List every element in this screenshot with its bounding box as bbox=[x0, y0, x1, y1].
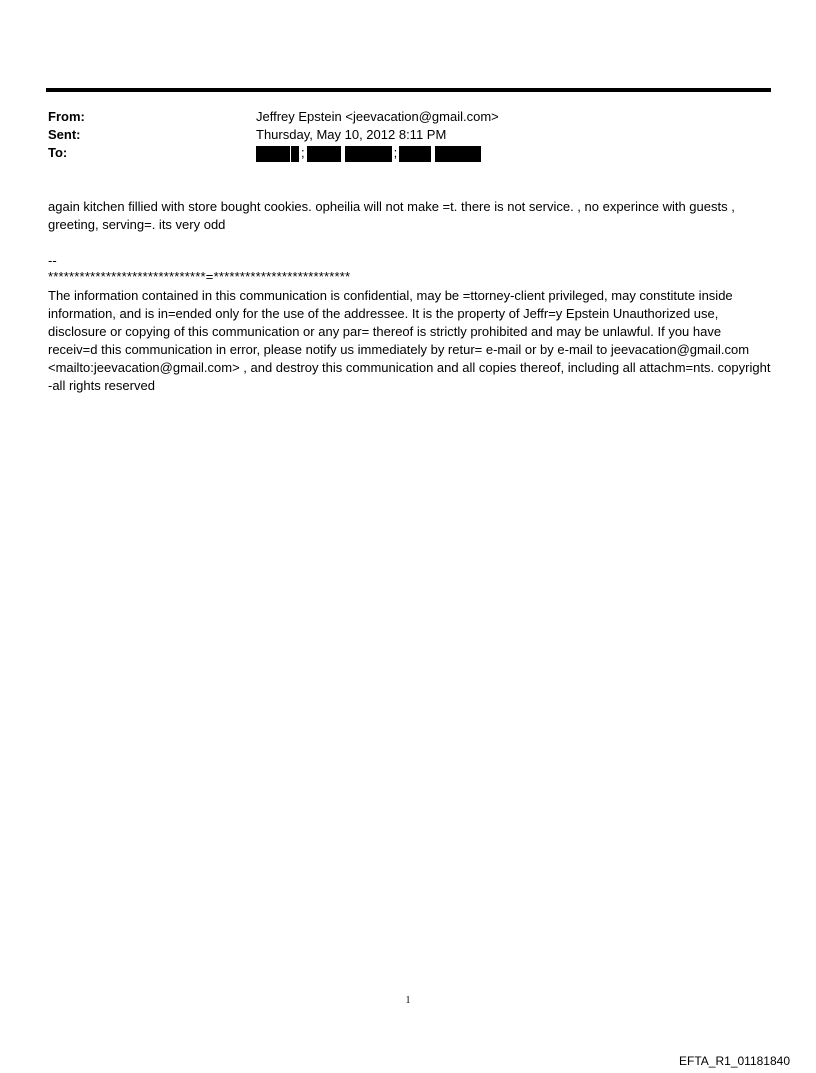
redaction-block bbox=[399, 146, 431, 162]
page-number: 1 bbox=[405, 995, 411, 1006]
recipient-separator: ; bbox=[393, 145, 398, 160]
recipient-separator: ; bbox=[301, 145, 305, 160]
redaction-block bbox=[256, 146, 290, 162]
email-body bbox=[48, 198, 772, 234]
from-label: From: bbox=[48, 109, 85, 124]
sent-row bbox=[48, 126, 768, 144]
redaction-block bbox=[345, 146, 392, 162]
sent-label: Sent: bbox=[48, 127, 81, 142]
document-id: EFTA_R1_01181840 bbox=[679, 1054, 790, 1068]
from-value: Jeffrey Epstein <jeevacation@gmail.com> bbox=[256, 109, 499, 124]
from-row bbox=[48, 108, 768, 126]
email-header bbox=[48, 108, 768, 162]
signature-separator: ******************************=************************** bbox=[48, 269, 351, 284]
to-recipients bbox=[256, 144, 768, 162]
to-label: To: bbox=[48, 145, 68, 160]
sent-value: Thursday, May 10, 2012 8:11 PM bbox=[256, 127, 447, 142]
signature-dashes: -- bbox=[48, 253, 57, 268]
redaction-block bbox=[307, 146, 341, 162]
header-divider bbox=[46, 88, 771, 92]
to-row bbox=[48, 144, 768, 162]
message-text: again kitchen fillied with store bought cookies. opheilia will not make =t. there is not service. , no experince with guests , greeting, serving=. its very odd bbox=[48, 199, 735, 232]
redaction-block bbox=[291, 146, 299, 162]
confidentiality-disclaimer: The information contained in this communication is confidential, may be =ttorney-client privileged, may constitute inside information, and is in=ended only for the use of the addressee. It is the property of Jeffr=y Epstein Unauthorized use, disclosure or copying of this communication or any par= thereof is strictly prohibited and may be unlawful. If you have receiv=d this communication in error, please notify us immediately by retur= e-mail or by e-mail to jeevacation@gmail.com <mailto:jeevacation@gmail.com> , and destroy this communication and all copies thereof, including all attachm=nts. copyright -all rights reserved bbox=[48, 288, 771, 393]
redaction-block bbox=[435, 146, 481, 162]
